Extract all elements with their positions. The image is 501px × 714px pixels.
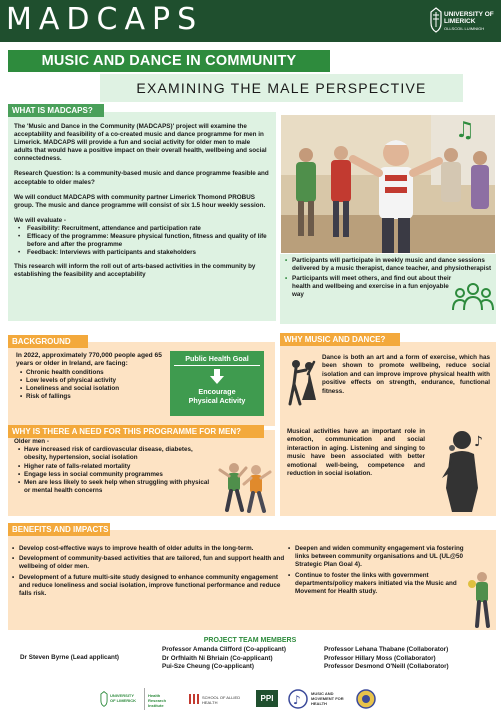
- tambourine-player-icon: [468, 570, 494, 628]
- goal-text-line-2: Physical Activity: [188, 396, 246, 405]
- ppi-logo: [256, 688, 282, 710]
- music-movement-icon: [288, 689, 308, 709]
- divider: [174, 365, 260, 366]
- poster-title: MUSIC AND DANCE IN COMMUNITY: [8, 50, 330, 72]
- team-member: Professor Desmond O'Neill (Collaborator): [324, 663, 449, 671]
- list-item: • Continue to foster the links with government departments/policy makers initiated via the Music and Movement for Health study.: [295, 572, 465, 597]
- logo-text: PPI: [256, 690, 278, 707]
- allied-health-logo: [188, 688, 246, 710]
- ul-logo-text: UNIVERSITY OF LIMERICK: [444, 11, 494, 25]
- benefits-column-1: [19, 545, 287, 600]
- photo-illustration: [281, 115, 495, 253]
- why-music-paragraph: Musical activities have an important role in emotion, communication and social interaction in aging. Listening and singing to music have been associated with better emotional well-being, competence and reduction in social isolation.: [287, 428, 425, 478]
- list-item: • Risk of fallings: [26, 393, 269, 401]
- benefits-panel: [8, 530, 496, 630]
- svg-text:♪: ♪: [293, 693, 301, 707]
- research-question: Research Question: Is a community-based music and dance programme feasible and acceptable to older males?: [14, 170, 269, 186]
- header-bar: [0, 0, 501, 42]
- team-member: Professor Amanda Clifford (Co-applicant): [162, 646, 286, 653]
- lead-applicant: Dr Steven Byrne (Lead applicant): [20, 654, 120, 661]
- ul-footer-logo: [100, 688, 140, 710]
- poster-subtitle: EXAMINING THE MALE PERSPECTIVE: [100, 74, 463, 102]
- logo-text: SCHOOL OF ALLIED HEALTH: [202, 695, 241, 705]
- list-item: • Efficacy of the programme: Measure physical function, fitness and quality of life before and after the programme: [23, 233, 270, 249]
- goal-text-line-1: Encourage: [198, 387, 236, 396]
- list-item: • Feedback: Interviews with participants and stakeholders: [23, 249, 270, 257]
- music-movement-health-logo: [288, 688, 348, 710]
- list-item: • Loneliness and social isolation: [26, 385, 269, 393]
- goal-title: Public Health Goal: [185, 354, 249, 363]
- list-item: • Develop cost-effective ways to improve health of older adults in the long-term.: [19, 545, 287, 553]
- logo-text: UNIVERSITY OF LIMERICK: [110, 693, 136, 703]
- why-need-label: WHY IS THERE A NEED FOR THIS PROGRAMME FOR MEN?: [8, 425, 264, 438]
- list-item: • Feasibility: Recruitment, attendance and participation rate: [23, 225, 270, 233]
- list-item: • Development of a future multi-site study designed to enhance community engagement and reduce loneliness and social isolation, improve functional performance and reduce falls risk.: [19, 574, 287, 599]
- allied-health-icon: [188, 692, 200, 706]
- team-title: PROJECT TEAM MEMBERS: [203, 637, 297, 644]
- conduct-paragraph: We will conduct MADCAPS with community partner Limerick Thomond PROBUS group. The music and dance programme will consist of six 1.5 hour weekly session.: [14, 193, 266, 209]
- background-intro: In 2022, approximately 770,000 people aged 65 years or older in Ireland, are facing:: [16, 352, 162, 368]
- team-column-3: [324, 646, 449, 672]
- team-member: Professor Lehana Thabane (Collaborator): [324, 646, 449, 653]
- evaluate-heading: We will evaluate -: [14, 216, 67, 224]
- hri-logo: [144, 688, 172, 710]
- list-item: • Have increased risk of cardiovascular disease, diabetes, obesity, hypertension, social isolation: [24, 446, 214, 462]
- evaluate-list: [23, 225, 270, 257]
- list-item: • Deepen and widen community engagement via fostering links between community organisations and UL (UL@50 Strategic Plan Goal 4).: [295, 545, 465, 570]
- list-item: • Engage less in social community programmes: [24, 471, 214, 479]
- team-column-2: [162, 646, 286, 672]
- list-item: • Men are less likely to seek help when struggling with physical or mental health concerns: [24, 479, 214, 495]
- partner-seal-icon: [356, 689, 376, 709]
- svg-text:♫: ♫: [455, 118, 475, 143]
- community-people-icon: [452, 282, 494, 312]
- public-health-goal-box: [170, 351, 264, 416]
- madcaps-logo: MADCAPS: [6, 2, 204, 37]
- why-need-intro: Older men -: [14, 438, 49, 445]
- list-item: • Higher rate of falls-related mortality: [24, 463, 214, 471]
- arrow-down-icon: [209, 369, 225, 385]
- why-music-dance-label: WHY MUSIC AND DANCE?: [280, 333, 400, 346]
- logo-text: Health Research Institute: [148, 693, 167, 708]
- dancing-couple-icon: [286, 358, 318, 408]
- team-member: Pui-Sze Cheung (Co-applicant): [162, 663, 255, 671]
- crest-icon: [100, 691, 108, 707]
- logo-text: MUSIC AND MOVEMENT FOR HEALTH: [311, 691, 344, 706]
- background-label: BACKGROUND: [8, 335, 88, 348]
- what-is-madcaps-label: WHAT IS MADCAPS?: [8, 104, 104, 117]
- list-item: • Participants will participate in weekly music and dance sessions delivered by a music therapist, dance teacher, and physiotherapist: [292, 257, 492, 274]
- intro-paragraph: The 'Music and Dance in the Community (MADCAPS)' project will examine the acceptability and feasibility of a co-created music and dance programme for men in Limerick. MADCAPS will provide a fun and social activity for older men to male adults that would have a positive impact on their overall health, wellbeing and social connectedness.: [14, 123, 267, 163]
- team-member: Dr Orfhlaith Ni Bhriain (Co-applicant): [162, 654, 273, 662]
- closing-paragraph: This research will inform the roll out of arts-based activities in the community by establishing the feasibility and acceptability: [14, 263, 256, 279]
- list-item: • Participants will meet others, and find out about their health and wellbeing and exercise in a fun enjoyable way: [292, 275, 460, 300]
- what-is-madcaps-panel: [8, 112, 276, 321]
- list-item: • Development of community-based activities that are tailored, fun and support health and wellbeing of older men.: [19, 555, 287, 571]
- list-item: • Low levels of physical activity: [26, 377, 269, 385]
- crest-icon: [430, 7, 442, 33]
- why-music-dance-panel: [280, 342, 496, 516]
- dancing-figures-icon: [218, 460, 272, 514]
- goal-text: [170, 387, 264, 405]
- why-need-list: [24, 446, 214, 495]
- list-item: • Chronic health conditions: [26, 369, 269, 377]
- dancing-seniors-photo: [281, 115, 495, 253]
- svg-text:♪: ♪: [474, 434, 483, 450]
- university-of-limerick-logo: [430, 4, 498, 38]
- team-member: Professor Hillary Moss (Collaborator): [324, 654, 436, 662]
- why-dance-paragraph: Dance is both an art and a form of exercise, which has been shown to promote wellbeing, reduce social isolation and can improve improve physical health with positive effects on strength, endurance, functional fitness.: [322, 354, 490, 395]
- singer-silhouette-icon: [432, 428, 492, 512]
- benefits-label: BENEFITS AND IMPACTS: [8, 523, 110, 536]
- benefits-column-2: [295, 545, 465, 598]
- sponsor-logos: [100, 688, 400, 712]
- ul-logo-irish-text: OLLSCOIL LUIMNIGH: [444, 26, 485, 31]
